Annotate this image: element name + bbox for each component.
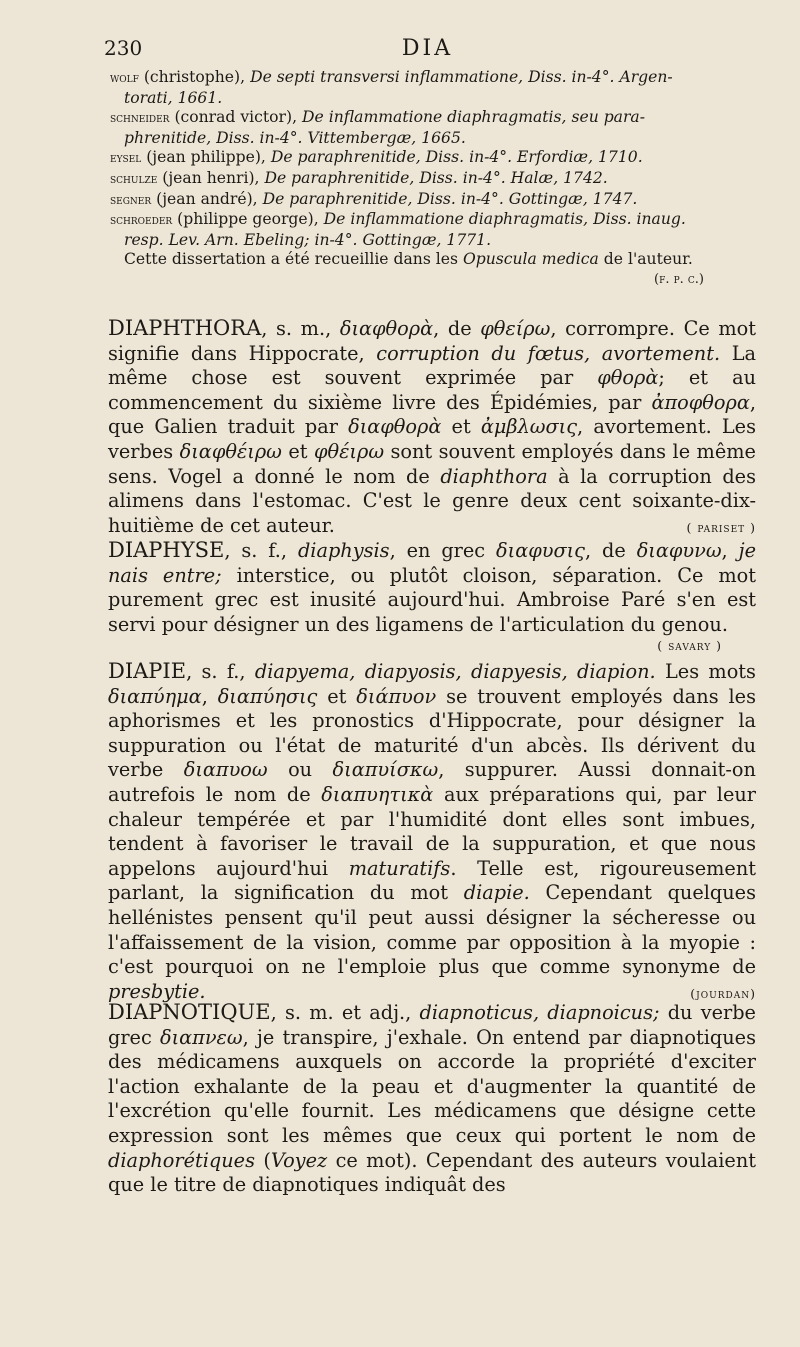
italic-term: je nais entre; — [108, 539, 756, 587]
bib-title: De inflammatione diaphragmatis, Diss. inaug. — [323, 210, 686, 229]
greek-word: φθείρω — [480, 317, 551, 340]
bib-title: De paraphrenitide, Diss. in-4°. Erfordiæ, 1710. — [270, 148, 643, 167]
article-text: La même chose est souvent exprimée par — [108, 341, 756, 390]
bib-note-text: Cette dissertation a été recueillie dans les — [124, 250, 458, 269]
greek-word: διαπύησις — [217, 684, 318, 708]
article-text: , suppurer. Aussi donnait-on autrefois le nom de — [108, 758, 756, 806]
bib-note-title: Opuscula medica — [462, 250, 599, 269]
article-text: , je transpire, j'exhale. On entend par diapnotiques des médicamens auxquels on accorde la propriété d'exciter l'action exhalante de la peau et d'augmenter la quantité de l'excrétion qu'elle fournit. Les médicamens que désigne cette expression sont les mêmes que ceux qui portent le nom de — [108, 1025, 756, 1147]
article-text: , — [201, 684, 208, 708]
author-signature: ( pariset ) — [686, 519, 756, 535]
bib-author-given: (jean philippe), — [146, 148, 266, 167]
article-text: ( — [263, 1148, 271, 1172]
bib-author: segner — [110, 192, 152, 208]
italic-term: diapie. — [463, 881, 530, 905]
greek-word: διαφθέιρω — [179, 439, 282, 463]
greek-word: διαφθορὰ — [339, 317, 434, 340]
greek-word: διαφυνω — [636, 539, 722, 562]
bib-author: schroeder — [110, 213, 173, 229]
bibliography — [110, 68, 758, 290]
italic-term: diapyema, diapyosis, diapyesis, diapion. — [254, 660, 656, 683]
bib-note — [110, 250, 758, 270]
headword: DIAPHTHORA — [108, 316, 262, 340]
article-text: Les mots — [665, 660, 756, 683]
article-text: interstice, ou plutôt cloison, séparation. Ce mot purement grec est inusité aujourd'hui. Ambroise Paré s'en est servi pour désigner un des ligamens de l'articulation du genou. — [108, 563, 756, 636]
article-text: , s. m., — [261, 317, 332, 340]
bib-continuation: resp. Lev. Arn. Ebeling; in-4°. Gottingæ, 1771. — [124, 230, 492, 249]
bibliography-entry — [110, 190, 758, 211]
bib-signature: (f. p. c.) — [654, 271, 704, 287]
article-text: et — [327, 684, 347, 708]
article-text: , en grec — [389, 539, 486, 562]
greek-word: διαφθορὰ — [348, 415, 442, 439]
article-text: , de — [433, 317, 472, 340]
bib-title: De inflammatione diaphragmatis, seu para- — [302, 108, 645, 127]
italic-term: corruption du fœtus, avortement. — [376, 341, 721, 365]
article-text: ce mot). Cependant des auteurs voulaient que le titre de diapnotiques indiquât des — [108, 1148, 756, 1197]
article-diapie — [108, 659, 756, 1006]
page-header-title: DIA — [401, 36, 454, 61]
bib-continuation: torati, 1661. — [124, 88, 223, 107]
article-text: ; et au commencement du sixième livre des Épidémies, par — [108, 366, 756, 414]
bibliography-entry — [110, 108, 758, 148]
headword: DIAPHYSE — [108, 538, 225, 562]
greek-word: διαπυοω — [183, 758, 268, 782]
greek-word: διάπυον — [356, 684, 437, 708]
article-diaphthora — [108, 316, 756, 540]
italic-term: diaphorétiques — [108, 1148, 255, 1172]
bib-note-text: de l'auteur. — [603, 250, 693, 269]
article-diaphyse — [108, 538, 756, 659]
article-text: et — [288, 439, 308, 463]
article-text: , de — [584, 539, 626, 562]
bib-author-given: (philippe george), — [177, 210, 319, 229]
article-text: . Telle est, rigoureusement parlant, la signification du mot — [108, 856, 756, 905]
bib-title: De septi transversi inflammatione, Diss. in-4°. Argen- — [250, 68, 673, 86]
article-text: et — [451, 415, 471, 439]
greek-word: ἀμβλωσις — [480, 415, 578, 439]
article-text: se trouvent employés dans les aphorismes et les pronostics d'Hippocrate, pour désigner la suppuration ou l'état de maturité d'un abcès. Ils dérivent du verbe — [108, 684, 756, 782]
article-text: , s. m. et adj., — [270, 1001, 412, 1024]
article-text: aux préparations qui, par leur chaleur tempérée et par l'humidité dont elles sont imbues, tendent à favoriser le travail de la suppuration, et que nous appelons aujourd'hui — [108, 782, 756, 880]
bibliography-entry — [110, 68, 758, 108]
greek-word: φθέιρω — [313, 439, 385, 463]
italic-term: presbytie. — [108, 979, 206, 1003]
bib-continuation: phrenitide, Diss. in-4°. Vittembergæ, 1665. — [124, 128, 466, 147]
article-text: , avortement. Les verbes — [108, 415, 756, 463]
italic-term: Voyez — [270, 1148, 328, 1172]
bibliography-entry — [110, 210, 758, 250]
italic-term: diapnoticus, diapnoicus; — [419, 1001, 660, 1024]
italic-term: diaphthora — [440, 464, 548, 488]
article-text: , que Galien traduit par — [108, 390, 756, 439]
bib-title: De paraphrenitide, Diss. in-4°. Halæ, 1742. — [264, 168, 608, 187]
greek-word: φθορὰ — [597, 366, 659, 390]
bibliography-entry — [110, 148, 758, 169]
bib-author-given: (conrad victor), — [174, 108, 298, 127]
bib-author: wolf — [110, 71, 139, 86]
article-text: du verbe grec — [108, 1001, 756, 1049]
article-text: Cependant quelques hellénistes pensent qu'il peut aussi désigner la sécheresse ou l'affaissement de la vision, comme par opposition à la myopie : c'est pourquoi on ne l'emploie plus que comme synonyme de — [108, 881, 756, 979]
bibliography-entry — [110, 169, 758, 190]
bib-title: De paraphrenitide, Diss. in-4°. Gottingæ, 1747. — [262, 189, 638, 208]
headword: DIAPNOTIQUE — [108, 1000, 271, 1024]
article-text: , — [721, 539, 728, 562]
italic-term: maturatifs — [348, 856, 451, 880]
headword: DIAPIE — [108, 659, 187, 683]
greek-word: διαπνεω — [159, 1025, 243, 1049]
greek-word: διαπύημα — [108, 684, 202, 708]
bib-author-given: (christophe), — [143, 68, 246, 86]
bib-author: schulze — [110, 171, 158, 187]
author-signature: ( savary ) — [657, 638, 722, 654]
author-signature: (jourdan) — [690, 985, 756, 1001]
article-text: , s. f., — [186, 660, 246, 683]
article-diapnotique — [108, 1000, 756, 1198]
greek-word: ἀποφθορα — [651, 390, 750, 414]
article-text: à la corruption des alimens dans l'estomac. C'est le genre deux cent soixante-dix-huitième de cet auteur. — [108, 464, 756, 537]
article-text: sont souvent employés dans le même sens. Vogel a donné le nom de — [108, 439, 756, 488]
page-number: 230 — [104, 36, 143, 60]
article-text: , corrompre. Ce mot signifie dans Hippocrate, — [108, 317, 757, 365]
greek-word: διαπυητικὰ — [321, 782, 434, 806]
article-text: ou — [288, 758, 313, 782]
greek-word: διαφυσις — [496, 539, 585, 562]
running-head — [100, 36, 755, 66]
bib-author-given: (jean andré), — [156, 189, 258, 208]
bib-author: eysel — [110, 151, 142, 167]
bib-author: schneider — [110, 111, 170, 127]
greek-word: διαπυίσκω — [332, 758, 439, 782]
bib-author-given: (jean henri), — [162, 168, 260, 187]
italic-term: diaphysis — [297, 539, 390, 562]
article-text: , s. f., — [224, 539, 288, 562]
